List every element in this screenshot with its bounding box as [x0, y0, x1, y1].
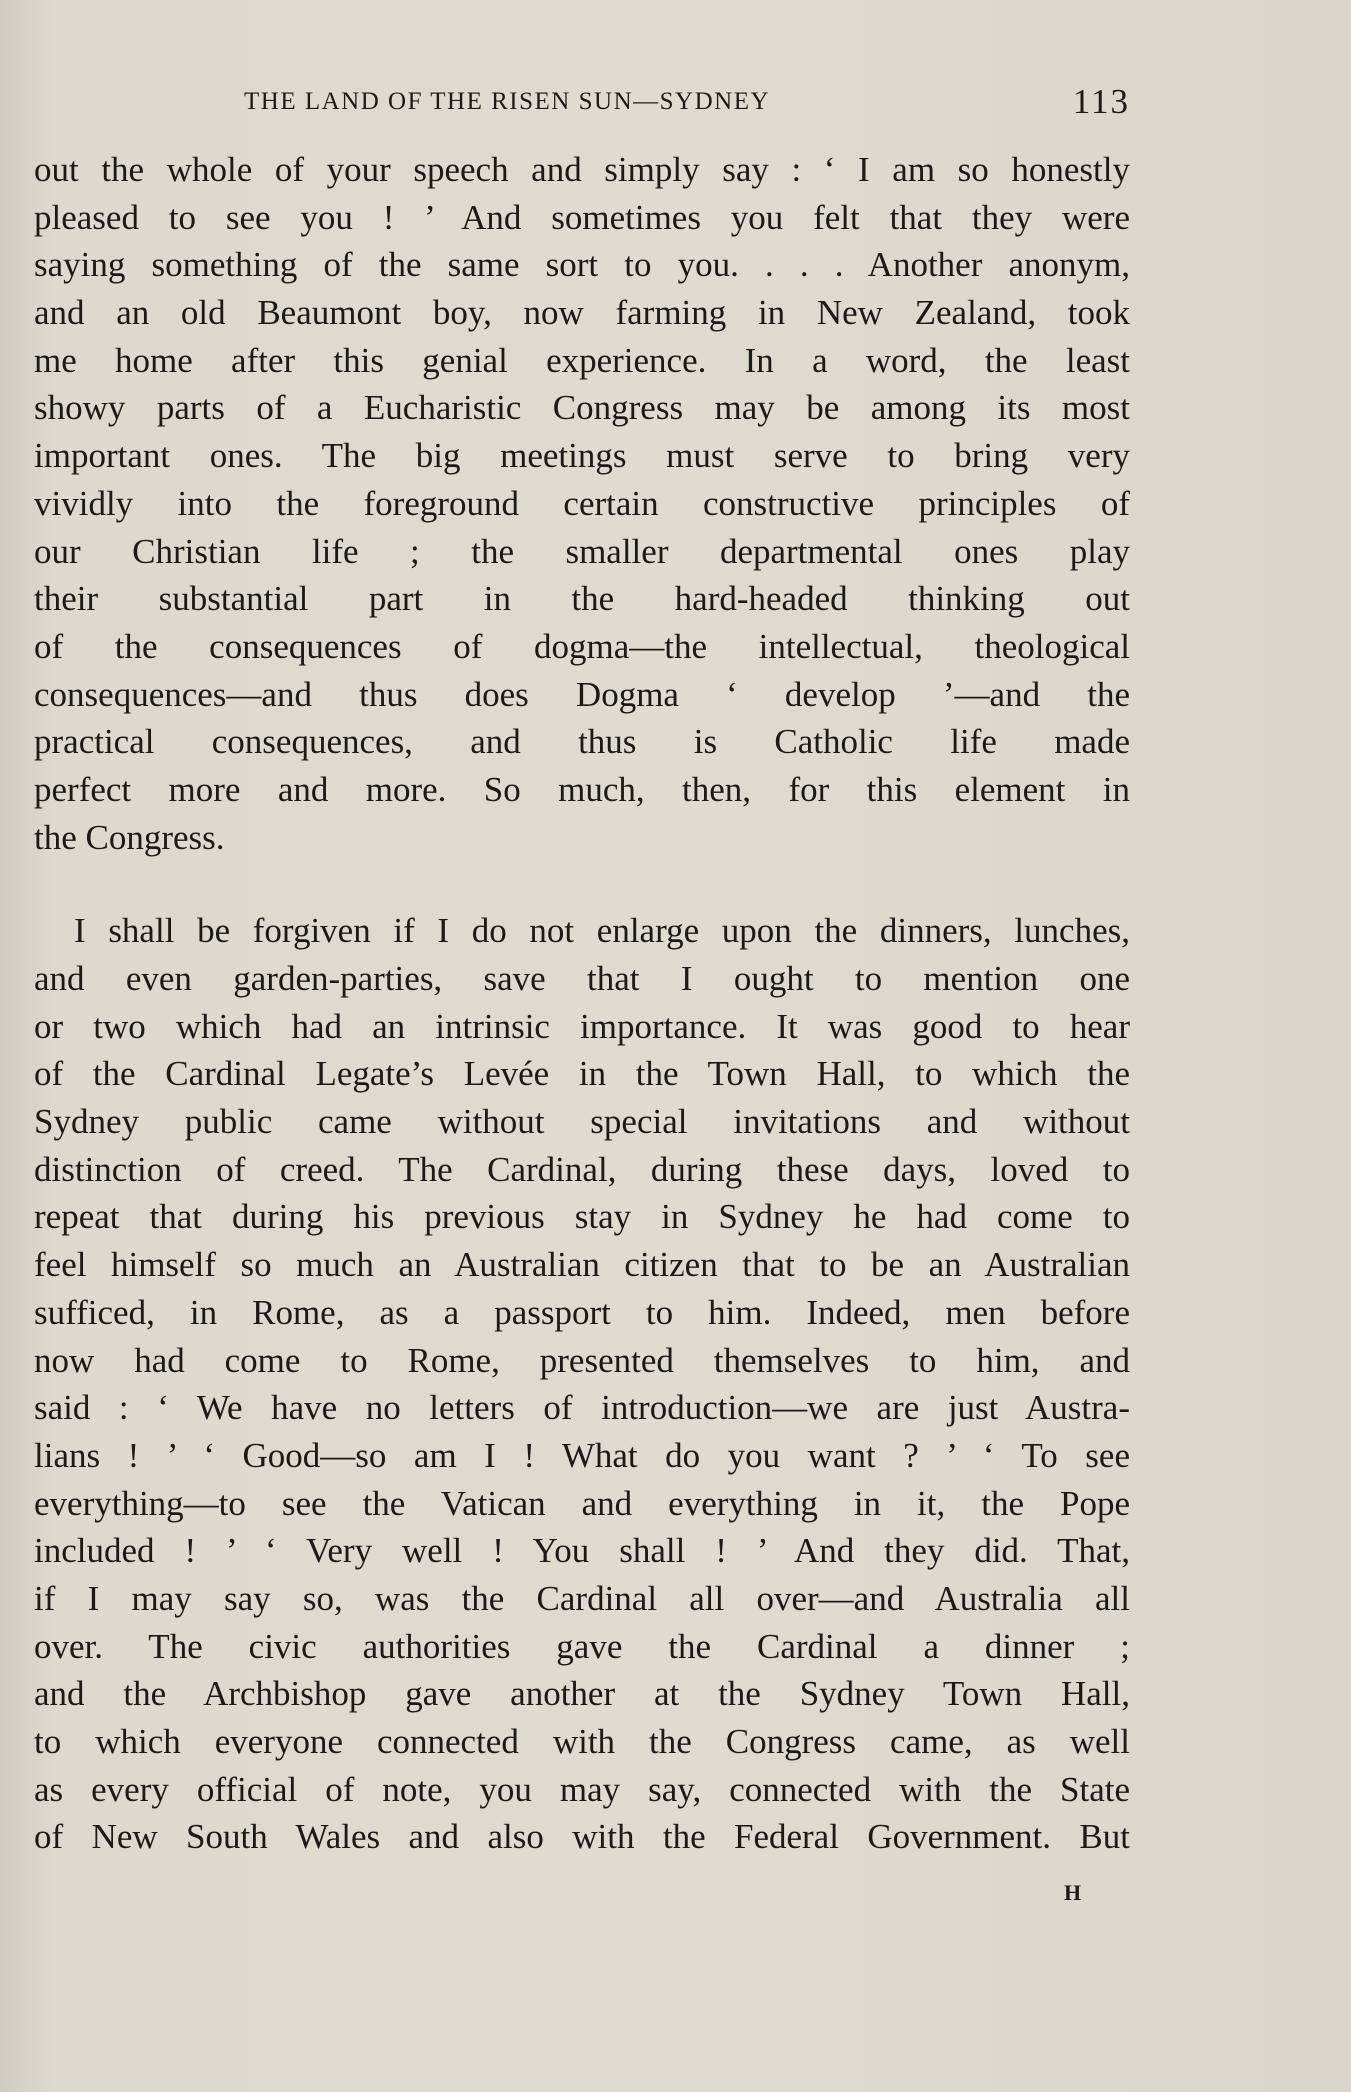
text-line: pleased to see you ! ’ And sometimes you felt that they were	[34, 197, 1130, 237]
text-line: our Christian life ; the smaller departmental ones play	[34, 531, 1130, 571]
text-line: of New South Wales and also with the Federal Government. But	[34, 1817, 1130, 1857]
text-line: consequences—and thus does Dogma ‘ develop ’—and the	[34, 674, 1130, 714]
text-line: out the whole of your speech and simply say : ‘ I am so honestly	[34, 150, 1130, 189]
text-line: now had come to Rome, presented themselves to him, and	[34, 1340, 1130, 1380]
text-line: of the consequences of dogma—the intellectual, theological	[34, 626, 1130, 666]
text-line: sufficed, in Rome, as a passport to him. Indeed, men before	[34, 1292, 1130, 1332]
text-line: me home after this genial experience. In a word, the least	[34, 340, 1130, 380]
page-header	[34, 84, 1130, 124]
text-line: showy parts of a Eucharistic Congress may be among its most	[34, 388, 1130, 428]
text-line: and an old Beaumont boy, now farming in New Zealand, took	[34, 293, 1130, 333]
text-line: saying something of the same sort to you. . . . Another anonym,	[34, 245, 1130, 285]
paragraph-gap	[34, 861, 1130, 907]
text-line: said : ‘ We have no letters of introduction—we are just Austra-	[34, 1388, 1130, 1428]
signature-mark: H	[1064, 1880, 1083, 1905]
running-head: THE LAND OF THE RISEN SUN—SYDNEY	[244, 88, 771, 115]
text-line: repeat that during his previous stay in Sydney he had come to	[34, 1197, 1130, 1237]
text-line: and the Archbishop gave another at the Sydney Town Hall,	[34, 1674, 1130, 1714]
text-line: if I may say so, was the Cardinal all over—and Australia all	[34, 1578, 1130, 1618]
text-line: to which everyone connected with the Congress came, as well	[34, 1722, 1130, 1761]
paragraph-1	[34, 146, 1130, 861]
text-line: their substantial part in the hard-headed thinking out	[34, 579, 1130, 619]
text-line: of the Cardinal Legate’s Levée in the Town Hall, to which the	[34, 1054, 1130, 1094]
text-line: included ! ’ ‘ Very well ! You shall ! ’ And they did. That,	[34, 1531, 1130, 1571]
text-line: perfect more and more. So much, then, for this element in	[34, 769, 1130, 809]
text-line: Sydney public came without special invitations and without	[34, 1102, 1130, 1142]
text-line: I shall be forgiven if I do not enlarge upon the dinners, lunches,	[74, 911, 1130, 951]
text-line: lians ! ’ ‘ Good—so am I ! What do you want ? ’ ‘ To see	[34, 1435, 1130, 1475]
paragraph-2	[34, 907, 1130, 1861]
text-line: feel himself so much an Australian citizen that to be an Australian	[34, 1245, 1130, 1285]
text-line: and even garden-parties, save that I ought to mention one	[34, 959, 1130, 998]
text-line: the Congress.	[34, 817, 225, 857]
body-text	[34, 146, 1130, 1861]
text-line: everything—to see the Vatican and everything in it, the Pope	[34, 1483, 1130, 1523]
text-line: important ones. The big meetings must serve to bring very	[34, 436, 1130, 476]
text-line: distinction of creed. The Cardinal, during these days, loved to	[34, 1149, 1130, 1189]
text-line: or two which had an intrinsic importance. It was good to hear	[34, 1006, 1130, 1046]
text-line: as every official of note, you may say, connected with the State	[34, 1769, 1130, 1809]
page-number: 113	[1072, 82, 1130, 121]
text-line: vividly into the foreground certain constructive principles of	[34, 483, 1130, 523]
text-line: practical consequences, and thus is Catholic life made	[34, 722, 1130, 762]
text-line: over. The civic authorities gave the Cardinal a dinner ;	[34, 1626, 1130, 1666]
